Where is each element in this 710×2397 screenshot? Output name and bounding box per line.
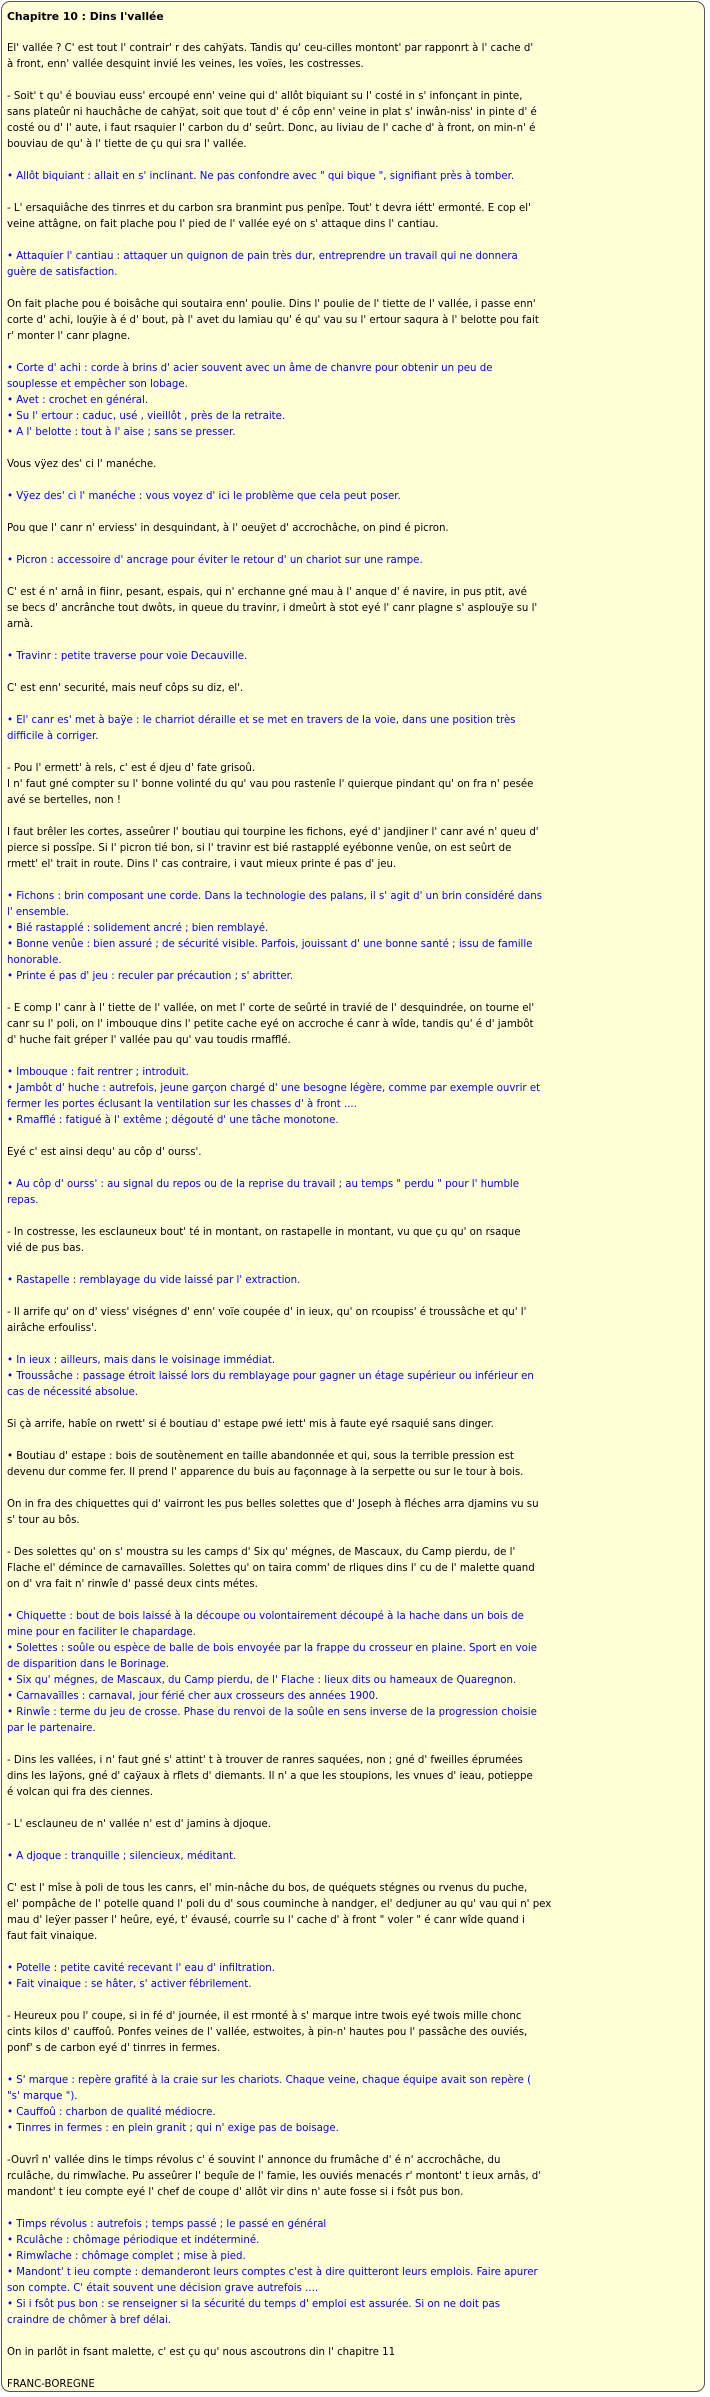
- glossary-block: [7, 361, 700, 441]
- paragraph-line: é volcan qui fra des ciennes.: [7, 1787, 154, 1798]
- glossary-block: [7, 1273, 700, 1289]
- glossary-line: • Corte d' achi : corde à brins d' acier souvent avec un âme de chanvre pour obtenir un peu de: [7, 363, 493, 374]
- glossary-line: • Jambôt d' huche : autrefois, jeune garçon chargé d' une besogne légère, comme par exemple ouvrir et: [7, 1083, 541, 1094]
- glossary-line: • Troussâche : passage étroit laissé lors du remblayage pour gagner un étage supérieur ou inférieur en: [7, 1371, 534, 1382]
- glossary-line: • Mandont' t ieu compte : demanderont leurs comptes c'est à dire quitteront leurs emplois. Faire apurer: [7, 2267, 538, 2278]
- text-paragraph: [7, 521, 700, 537]
- text-paragraph: [7, 1817, 700, 1833]
- paragraph-line: s' tour au bôs.: [7, 1515, 80, 1526]
- paragraph-line: bouviau de qu' à l' tiette de çu qui sra l' vallée.: [7, 139, 247, 150]
- glossary-line: guère de satisfaction.: [7, 267, 118, 278]
- glossary-line: • Au côp d' ourss' : au signal du repos ou de la reprise du travail ; au temps " perdu " pour l' humble: [7, 1179, 520, 1190]
- glossary-line: • Potelle : petite cavité recevant l' eau d' infiltration.: [7, 1963, 275, 1974]
- glossary-block: [7, 169, 700, 185]
- text-paragraph: [7, 1305, 700, 1337]
- glossary-block: [7, 1353, 700, 1401]
- paragraph-line: - E comp l' canr à l' tiette de l' vallée, on met l' corte de seûrté in travié de l' desquindrée, on tourne el': [7, 1003, 535, 1014]
- glossary-line: mine pour en faciliter le chapardage.: [7, 1627, 196, 1638]
- paragraph-line: Flache el' démince de carnavaïlles. Solettes qu' on taira comm' de rliques dins l' cu de l' malette quand: [7, 1563, 535, 1574]
- text-paragraph: [7, 201, 700, 233]
- glossary-line: • Rmafflé : fatigué à l' extême ; dégouté d' une tâche monotone.: [7, 1115, 339, 1126]
- glossary-line: • Rculâche : chômage périodique et indéterminé.: [7, 2235, 260, 2246]
- glossary-line: • Rimwîache : chômage complet ; mise à pied.: [7, 2251, 246, 2262]
- paragraph-line: Eyé c' est ainsi dequ' au côp d' ourss'.: [7, 1147, 202, 1158]
- glossary-block: [7, 1609, 700, 1737]
- glossary-line: "s' marque ").: [7, 2091, 78, 2102]
- paragraph-line: costé ou d' l' aute, i faut rsaquier l' carbon du d' seûrt. Donc, au liviau de l' cache d' à front, on min-n' é: [7, 123, 536, 134]
- paragraph-line: - Des solettes qu' on s' moustra su les camps d' Six qu' mégnes, de Mascaux, du Camp pierdu, de l': [7, 1547, 516, 1558]
- glossary-line: difficile à corriger.: [7, 731, 99, 742]
- paragraph-line: El' vallée ? C' est tout l' contrair' r des cahÿats. Tandis qu' ceu-cilles montont' par rapponrt à l' cache d': [7, 43, 534, 54]
- text-paragraph: [7, 761, 700, 809]
- glossary-line: repas.: [7, 1195, 39, 1206]
- paragraph-line: - Dins les vallées, i n' faut gné s' attint' t à trouver de ranres saquées, non ; gné d' fweilles éprumées: [7, 1755, 523, 1766]
- paragraph-line: - Il arrife qu' on d' viess' viségnes d' enn' voïe coupée d' in ieux, qu' on rcoupiss' é troussâche et qu' l': [7, 1307, 527, 1318]
- glossary-line: • Timps révolus : autrefois ; temps passé ; le passé en général: [7, 2219, 327, 2230]
- glossary-line: • Vÿez des' ci l' manéche : vous voyez d' ici le problème que cela peut poser.: [7, 491, 401, 502]
- glossary-line: • Printe é pas d' jeu : reculer par précaution ; s' abritter.: [7, 971, 294, 982]
- paragraph-line: -Ouvrî n' vallée dins le timps révolus c' é souvint l' annonce du frumâche d' é n' accrochâche, du: [7, 2155, 501, 2166]
- text-paragraph: [7, 1545, 700, 1593]
- paragraph-line: arnà.: [7, 619, 34, 630]
- text-paragraph: [7, 1145, 700, 1161]
- text-paragraph: [7, 2377, 700, 2393]
- glossary-line: cas de nécessité absolue.: [7, 1387, 138, 1398]
- text-paragraph: [7, 2345, 700, 2361]
- glossary-line: souplesse et empêcher son lobage.: [7, 379, 188, 390]
- paragraph-line: On in fra des chiquettes qui d' vairront les pus belles solettes que d' Joseph à fléches arra djamins vu su: [7, 1499, 539, 1510]
- paragraph-line: se becs d' ancrânche tout dwôts, in queue du travinr, i dmeûrt à stot eyé l' canr plagne s' asplouÿe su l': [7, 603, 538, 614]
- paragraph-line: faut fait vinaique.: [7, 1931, 98, 1942]
- glossary-line: • Allôt biquiant : allait en s' inclinant. Ne pas confondre avec " qui bique ", signifiant près à tomber.: [7, 171, 515, 182]
- text-paragraph: [7, 1449, 700, 1481]
- text-paragraph: [7, 1225, 700, 1257]
- glossary-block: [7, 1177, 700, 1209]
- glossary-line: craindre de chômer à bref délai.: [7, 2315, 172, 2326]
- paragraph-line: On in parlôt in fsant malette, c' est çu qu' nous ascoutrons din l' chapitre 11: [7, 2347, 396, 2358]
- glossary-line: • Imbouque : fait rentrer ; introduit.: [7, 1067, 189, 1078]
- glossary-line: • Picron : accessoire d' ancrage pour éviter le retour d' un chariot sur une rampe.: [7, 555, 423, 566]
- paragraph-line: d' huche fait gréper l' vallée pau qu' vau toudis rmafflé.: [7, 1035, 291, 1046]
- glossary-line: • Chiquette : bout de bois laissé à la découpe ou volontairement découpé à la hache dans un bois de: [7, 1611, 524, 1622]
- glossary-block: [7, 649, 700, 665]
- glossary-block: [7, 249, 700, 281]
- paragraph-line: Vous vÿez des' ci l' manéche.: [7, 459, 157, 470]
- paragraph-line: - In costresse, les esclauneux bout' té in montant, on rastapelle in montant, vu que çu qu' on rsaque: [7, 1227, 521, 1238]
- glossary-line: son compte. C' était souvent une décision grave autrefois ....: [7, 2283, 319, 2294]
- glossary-line: • Si i fsôt pus bon : se renseigner si la sécurité du temps d' emploi est assurée. Si on ne doit pas: [7, 2299, 501, 2310]
- chapter-box: [1, 1, 705, 2392]
- paragraph-line: mau d' leÿer passer l' heûre, eyé, t' évausé, courrîe su l' cache d' à front " voler " é canr wîde quand i: [7, 1915, 525, 1926]
- paragraph-line: Si çà arrife, habîe on rwett' si é boutiau d' estape pwé iett' mis à faute eyé rsaquié sans dinger.: [7, 1419, 494, 1430]
- glossary-line: de disparition dans le Borinage.: [7, 1659, 170, 1670]
- glossary-block: [7, 489, 700, 505]
- glossary-line: • Bié rastapplé : solidement ancré ; bien remblayé.: [7, 923, 269, 934]
- paragraph-line: rculâche, du rimwîache. Pu asseûrer l' bequîe de l' famie, les ouviés menacés r' montont' t ieux arnâs, d': [7, 2171, 542, 2182]
- paragraph-line: r' monter l' canr plagne.: [7, 331, 131, 342]
- glossary-line: • Carnavaïlles : carnaval, jour férié cher aux crosseurs des années 1900.: [7, 1691, 379, 1702]
- text-paragraph: [7, 89, 700, 153]
- paragraph-line: avé se bertelles, non !: [7, 795, 121, 806]
- glossary-line: fermer les portes éclusant la ventilation sur les chasses d' à front ....: [7, 1099, 357, 1110]
- glossary-line: • Six qu' mégnes, de Mascaux, du Camp pierdu, de l' Flache : lieux dits ou hameaux de Quaregnon.: [7, 1675, 517, 1686]
- paragraph-line: I n' faut gné compter su l' bonne volinté du qu' vau pou rastenîe l' quierque pindant qu' on fra n' pesée: [7, 779, 534, 790]
- paragraph-line: vié de pus bas.: [7, 1243, 85, 1254]
- text-paragraph: [7, 1417, 700, 1433]
- glossary-line: par le partenaire.: [7, 1723, 96, 1734]
- paragraph-line: on d' vra fait n' rinwîe d' passé deux cints métes.: [7, 1579, 258, 1590]
- glossary-line: • Rinwîe : terme du jeu de crosse. Phase du renvoi de la soûle en sens inverse de la progression choisie: [7, 1707, 537, 1718]
- text-paragraph: [7, 297, 700, 345]
- glossary-line: l' ensemble.: [7, 907, 69, 918]
- glossary-block: [7, 713, 700, 745]
- paragraph-line: - L' esclauneu de n' vallée n' est d' jamins à djoque.: [7, 1819, 272, 1830]
- paragraph-line: - Heureux pou l' coupe, si in fé d' journée, il est rmonté à s' marque intre twois eyé twois mille chonc: [7, 2011, 522, 2022]
- paragraph-line: cints kilos d' cauffoû. Ponfes veines de l' vallée, estwoites, à pin-n' hautes pou l' passâche des ouviés,: [7, 2027, 528, 2038]
- paragraph-line: rmett' el' trait in route. Dins l' cas contraire, i vaut mieux printe é pas d' jeu.: [7, 859, 397, 870]
- paragraph-line: C' est enn' securité, mais neuf côps su diz, el'.: [7, 683, 244, 694]
- paragraph-line: à front, enn' vallée desquint invié les veines, les voïes, les costresses.: [7, 59, 364, 70]
- glossary-line: • Bonne venûe : bien assuré ; de sécurité visible. Parfois, jouissant d' une bonne santé ; issu de famille: [7, 939, 533, 950]
- paragraph-line: • Boutiau d' estape : bois de soutènement en taille abandonnée et qui, sous la terrible pression est: [7, 1451, 514, 1462]
- paragraph-line: airâche erfouliss'.: [7, 1323, 98, 1334]
- glossary-line: • Avet : crochet en général.: [7, 395, 149, 406]
- text-paragraph: [7, 2009, 700, 2057]
- glossary-block: [7, 2073, 700, 2137]
- paragraph-line: mandont' t ieu compte eyé l' chef de coupe d' allôt vir dins n' aute fosse si i fsôt pus bon.: [7, 2187, 464, 2198]
- paragraph-line: - L' ersaquiâche des tinrres et du carbon sra branmint pus penîpe. Tout' t devra iétt' ermonté. E cop el': [7, 203, 531, 214]
- text-paragraph: [7, 585, 700, 633]
- glossary-block: [7, 1849, 700, 1865]
- text-paragraph: [7, 1753, 700, 1801]
- glossary-line: • A l' belotte : tout à l' aise ; sans se presser.: [7, 427, 236, 438]
- paragraph-line: - Soit' t qu' é bouviau euss' ercoupé enn' veine qui d' allôt biquiant su l' costé in s' infonçant in pinte,: [7, 91, 523, 102]
- text-paragraph: [7, 1497, 700, 1529]
- glossary-line: • S' marque : repère grafité à la craie sur les chariots. Chaque veine, chaque équipe avait son repère (: [7, 2075, 532, 2086]
- glossary-block: [7, 1065, 700, 1129]
- text-paragraph: [7, 41, 700, 73]
- chapter-title: Chapitre 10 : Dins l'vallée: [7, 10, 164, 23]
- paragraph-line: el' pompâche de l' potelle quand l' poli du d' sous couminche à nandger, el' dedjuner au qu' vau qui n' pex: [7, 1899, 552, 1910]
- paragraph-line: pierce si possîpe. Si l' picron tié bon, si l' travinr est bié rastapplé eyébonne venûe, on est seûrt de: [7, 843, 512, 854]
- chapter-content: [7, 41, 700, 2393]
- text-paragraph: [7, 2153, 700, 2201]
- text-paragraph: [7, 1001, 700, 1049]
- glossary-line: • Fichons : brin composant une corde. Dans la technologie des palans, il s' agit d' un brin considéré dans: [7, 891, 543, 902]
- text-paragraph: [7, 457, 700, 473]
- glossary-line: • Rastapelle : remblayage du vide laissé par l' extraction.: [7, 1275, 301, 1286]
- paragraph-line: C' est é n' arnâ in fiinr, pesant, espais, qui n' erchanne gné mau à l' anque d' é navire, in pus ptit, avé: [7, 587, 527, 598]
- glossary-line: • In ieux : ailleurs, mais dans le voisinage immédiat.: [7, 1355, 276, 1366]
- glossary-line: • Solettes : soûle ou espèce de balle de bois envoyée par la frappe du crosseur en plaine. Sport en voie: [7, 1643, 537, 1654]
- paragraph-line: canr su l' poli, on l' imbouque dins l' petite cache eyé on accroche é canr à wîde, tandis qu' é d' jambôt: [7, 1019, 534, 1030]
- paragraph-line: I faut brêler les cortes, asseûrer l' boutiau qui tourpine les fichons, eyé d' jandjiner l' canr avé n' queu d': [7, 827, 539, 838]
- glossary-block: [7, 1961, 700, 1993]
- glossary-line: • Tinrres in fermes : en plein granit ; qui n' exige pas de boisage.: [7, 2123, 339, 2134]
- glossary-line: • Travinr : petite traverse pour voie Decauville.: [7, 651, 248, 662]
- glossary-line: • El' canr es' met à baÿe : le charriot déraille et se met en travers de la voie, dans une position très: [7, 715, 516, 726]
- text-paragraph: [7, 681, 700, 697]
- paragraph-line: sans plateûr ni hauchâche de cahÿat, soit que tout d' é côp enn' veine in plat s' inwân-niss' in pinte d' é: [7, 107, 537, 118]
- paragraph-line: dins les laÿons, gné d' caÿaux à rflets d' diemants. Il n' a que les stoupions, les vnues d' ieau, potieppe: [7, 1771, 533, 1782]
- glossary-block: [7, 889, 700, 985]
- glossary-line: • Cauffoû : charbon de qualité médiocre.: [7, 2107, 216, 2118]
- paragraph-line: FRANC-BOREGNE: [7, 2379, 95, 2390]
- paragraph-line: corte d' achi, louÿie à é d' bout, pà l' avet du lamiau qu' é qu' vau su l' ertour saqura à l' belotte pou fait: [7, 315, 539, 326]
- glossary-line: • Fait vinaique : se hâter, s' activer fébrilement.: [7, 1979, 252, 1990]
- glossary-line: honorable.: [7, 955, 62, 966]
- glossary-line: • Su l' ertour : caduc, usé , vieillôt , près de la retraite.: [7, 411, 286, 422]
- paragraph-line: C' est l' mîse à poli de tous les canrs, el' min-nâche du bos, de quéquets stégnes ou rvenus du puche,: [7, 1883, 528, 1894]
- paragraph-line: On fait plache pou é boisâche qui soutaira enn' poulie. Dins l' poulie de l' tiette de l' vallée, i passe enn': [7, 299, 536, 310]
- paragraph-line: devenu dur comme fer. Il prend l' apparence du buis au façonnage à la serpette ou sur le tour à bois.: [7, 1467, 524, 1478]
- paragraph-line: - Pou l' ermett' à rels, c' est é djeu d' fate grisoû.: [7, 763, 256, 774]
- paragraph-line: veine attâgne, on fait plache pou l' pied de l' vallée eyé on s' attaque dins l' cantiau.: [7, 219, 439, 230]
- glossary-line: • A djoque : tranquille ; silencieux, méditant.: [7, 1851, 237, 1862]
- glossary-block: [7, 2217, 700, 2329]
- glossary-line: • Attaquier l' cantiau : attaquer un quignon de pain très dur, entreprendre un travail qui ne donnera: [7, 251, 518, 262]
- glossary-block: [7, 553, 700, 569]
- text-paragraph: [7, 825, 700, 873]
- paragraph-line: ponf' s de carbon eyé d' tinrres in fermes.: [7, 2043, 221, 2054]
- paragraph-line: Pou que l' canr n' erviess' in desquindant, à l' oeuÿet d' accrochâche, on pind é picron.: [7, 523, 449, 534]
- text-paragraph: [7, 1881, 700, 1945]
